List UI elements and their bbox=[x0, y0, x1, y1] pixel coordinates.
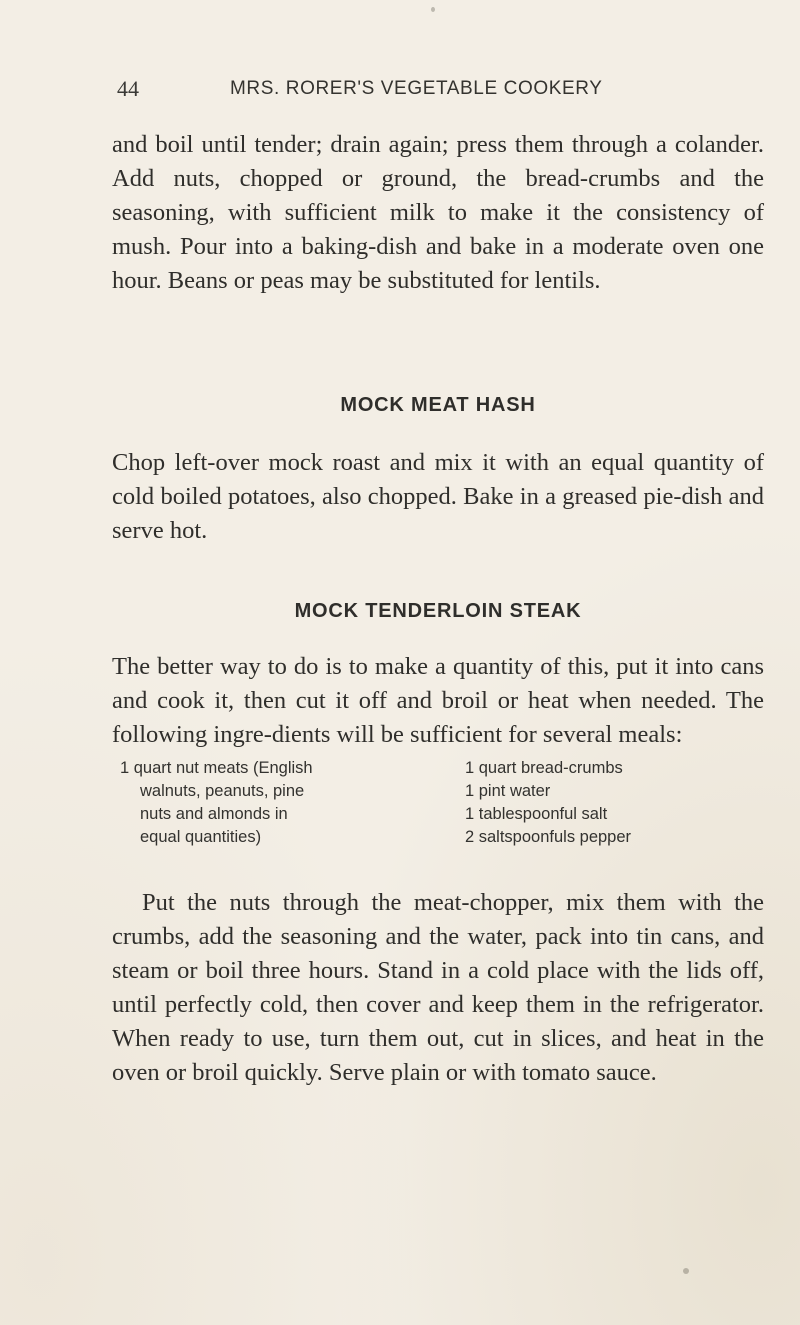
tenderloin-method-paragraph: Put the nuts through the meat-chopper, mix them with the crumbs, add the seasoning and the water, pack into tin cans, and steam or boil three hours. Stand in a cold place with the lids off, until perfectly cold, then cover and keep them in the refrigerator. When ready to use, turn them out, cut in slices, and heat in the oven or broil quickly. Serve plain or with tomato sauce. bbox=[112, 889, 764, 1086]
continuation-paragraph: and boil until tender; drain again; press them through a colander. Add nuts, chopped or ground, the bread-crumbs and the seasoning, with sufficient milk to make it the consistency of mush. Pour into a baking-dish and bake in a moderate oven one hour. Beans or peas may be substituted for lentils. bbox=[112, 131, 764, 294]
page-number: 44 bbox=[117, 76, 139, 101]
ingredient-line: 1 quart bread-crumbs bbox=[465, 759, 623, 777]
paper-speck bbox=[683, 1268, 689, 1274]
ingredient-line: 1 tablespoonful salt bbox=[465, 805, 608, 823]
ingredient-line: 1 quart nut meats (English bbox=[120, 759, 313, 777]
running-head bbox=[0, 76, 800, 106]
ingredient-line: equal quantities) bbox=[140, 828, 262, 846]
ingredient-line: nuts and almonds in bbox=[140, 805, 288, 823]
heading-mock-tenderloin-steak: MOCK TENDERLOIN STEAK bbox=[294, 600, 582, 622]
ingredient-line: walnuts, peanuts, pine bbox=[140, 782, 305, 800]
ingredients-right-column bbox=[465, 757, 775, 849]
ingredients-left-column bbox=[120, 757, 420, 849]
ingredient-line: 2 saltspoonfuls pepper bbox=[465, 828, 632, 846]
tenderloin-intro-paragraph: The better way to do is to make a quantity of this, put it into cans and cook it, then cut it off and broil or heat when needed. The following ingre-dients will be sufficient for several meals: bbox=[112, 653, 764, 748]
ingredient-line: 1 pint water bbox=[465, 782, 551, 800]
ingredients-list bbox=[112, 757, 772, 869]
running-title: MRS. RORER'S VEGETABLE COOKERY bbox=[230, 78, 603, 99]
heading-mock-meat-hash: MOCK MEAT HASH bbox=[340, 394, 536, 416]
paper-speck bbox=[431, 7, 435, 12]
mock-meat-hash-paragraph: Chop left-over mock roast and mix it with an equal quantity of cold boiled potatoes, also chopped. Bake in a greased pie-dish and serve hot. bbox=[112, 449, 764, 544]
